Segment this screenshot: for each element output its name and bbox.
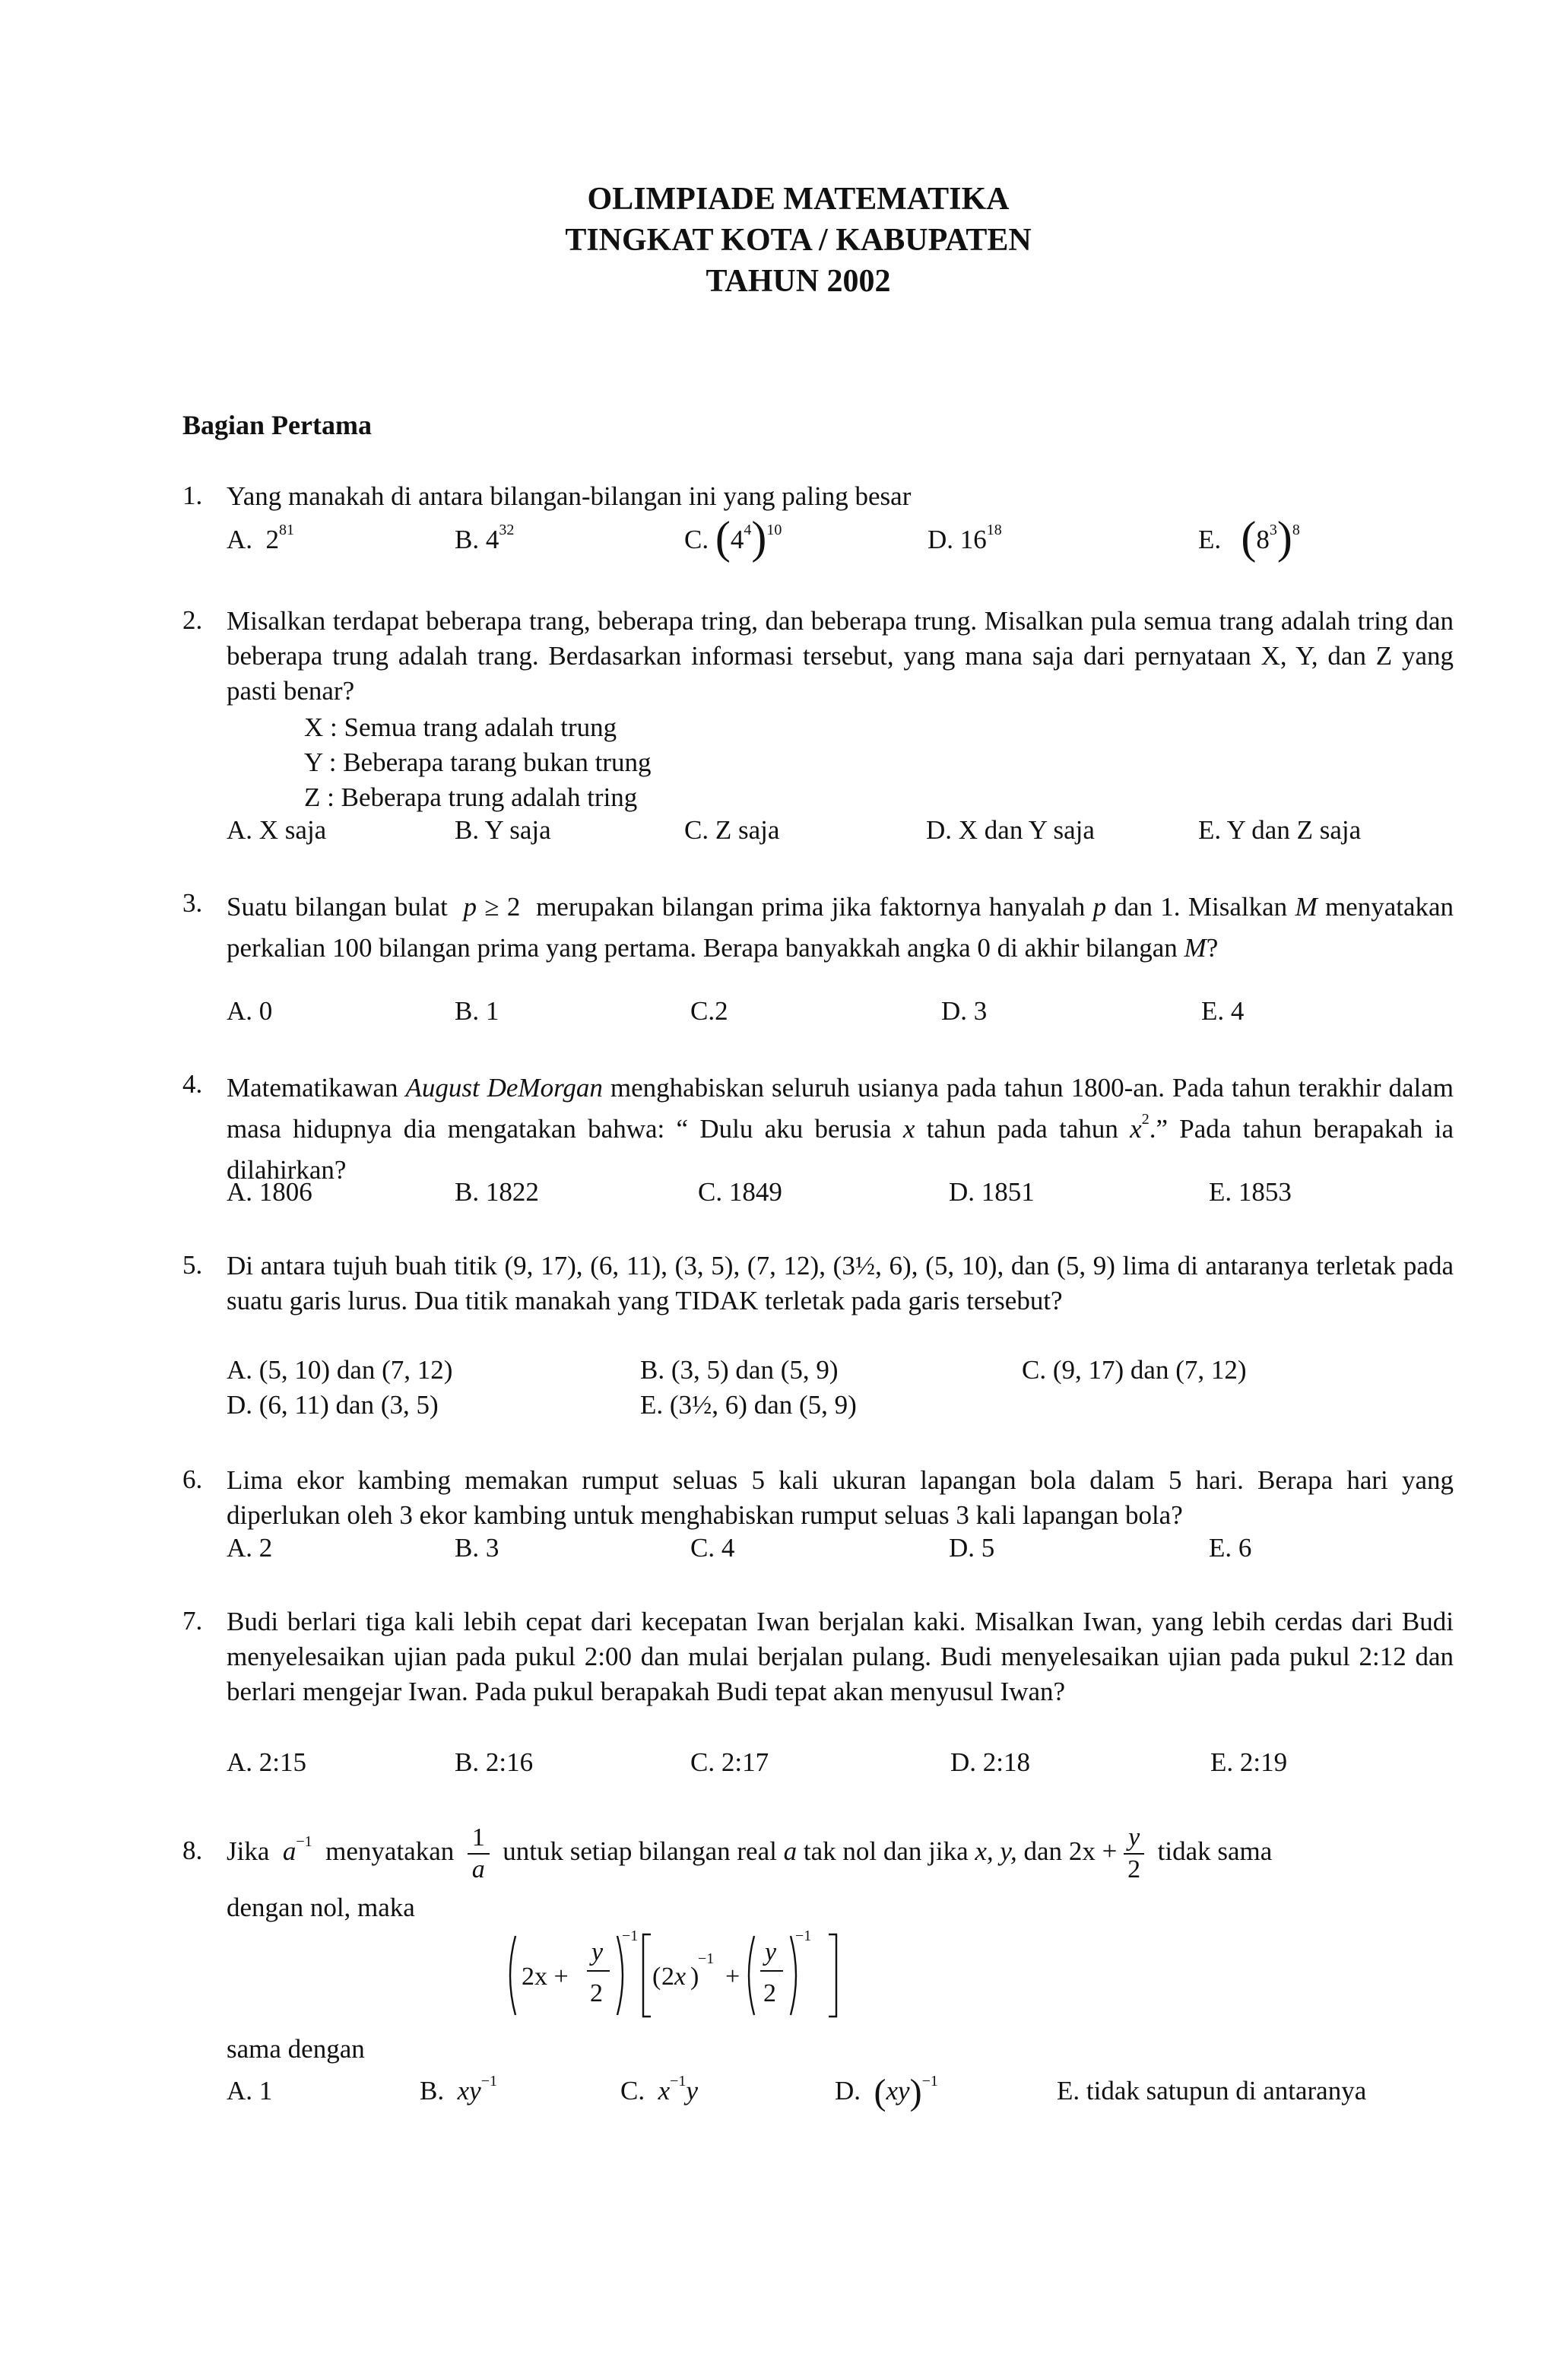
q1-d-label: D. xyxy=(928,525,954,554)
q8-text-3: untuk setiap bilangan real xyxy=(503,1836,777,1866)
q2-option-c: C. Z saja xyxy=(684,815,780,845)
q8-vars: x, y, xyxy=(975,1836,1017,1866)
q1-a-base: 2 xyxy=(265,525,280,554)
q4-text-1: Matematikawan xyxy=(227,1073,398,1103)
q1-d-base: 16 xyxy=(959,525,987,554)
q3-var-m-2: M xyxy=(1184,933,1207,963)
q3-option-e: E. 4 xyxy=(1201,996,1245,1026)
q6-option-a: A. 2 xyxy=(227,1533,273,1563)
q8-fraction-1-over-a xyxy=(468,1823,490,1885)
q1-c-base: 4 xyxy=(730,525,744,554)
q8-2x-plus: 2x + xyxy=(1068,1836,1118,1866)
q1-c-exp: 10 xyxy=(766,522,782,538)
q8-line-2: dengan nol, maka xyxy=(227,1893,415,1922)
q8-text-2: menyatakan xyxy=(325,1836,455,1866)
q4-option-c: C. 1849 xyxy=(698,1177,782,1207)
q8-expr-rparen: ) xyxy=(690,1963,699,1991)
q1-c-label: C. xyxy=(684,525,709,554)
q2-statement-y: Y : Beberapa tarang bukan trung xyxy=(304,747,652,777)
q1-b-exp: 32 xyxy=(499,522,515,538)
q6-option-c: C. 4 xyxy=(690,1533,735,1563)
q3-number: 3. xyxy=(182,888,203,918)
q2-option-d: D. X dan Y saja xyxy=(926,815,1095,845)
q3-text-2: merupakan bilangan prima jika faktornya hanyalah xyxy=(536,892,1086,922)
q4-number: 4. xyxy=(182,1069,203,1099)
q8-c-x: x xyxy=(658,2076,671,2106)
q8-expr-2x-inner: 2x xyxy=(661,1963,687,1991)
q8-option-a: A. 1 xyxy=(227,2076,273,2106)
q5-number: 5. xyxy=(182,1250,203,1280)
q5-option-d: D. (6, 11) dan (3, 5) xyxy=(227,1390,439,1420)
svg-text:2x + xyxy=(522,1963,569,1991)
q8-expr-lparen: ( xyxy=(652,1963,661,1991)
q8-number: 8. xyxy=(182,1836,203,1865)
q8-b-label: B. xyxy=(420,2076,445,2106)
q1-option-c: C. $(4^4)^{10}$ xyxy=(684,512,782,563)
q3-text-4: menyatakan perkalian 100 bilangan prima yang pertama. Berapa banyakkah angka 0 di akhir bilangan xyxy=(227,892,1454,963)
q1-c-exp-inner: 4 xyxy=(744,522,752,538)
q7-number: 7. xyxy=(182,1606,203,1636)
q3-var-p-2: p xyxy=(1092,892,1107,922)
q8-option-d: D. (xy)$^{-1}$ xyxy=(835,2072,938,2112)
q8-d-exp: −1 xyxy=(921,2073,938,2090)
q8-c-label: C. xyxy=(620,2076,645,2106)
q8-text-4: tak nol dan jika xyxy=(803,1836,969,1866)
q3-option-a: A. 0 xyxy=(227,996,273,1026)
q8-expr-plus: + xyxy=(725,1963,740,1991)
title-line-2: TINGKAT KOTA / KABUPATEN xyxy=(565,223,1032,258)
q8-c-y: y xyxy=(686,2076,698,2106)
q1-a-exp: 81 xyxy=(279,522,295,538)
q8-b-expr: xy xyxy=(457,2076,481,2106)
q8-frac-y: y xyxy=(1124,1823,1144,1855)
q7-option-e: E. 2:19 xyxy=(1210,1747,1288,1777)
q1-text: Yang manakah di antara bilangan-bilangan ini yang paling besar xyxy=(227,481,912,511)
q7-text: Budi berlari tiga kali lebih cepat dari kecepatan Iwan berjalan kaki. Misalkan Iwan, yang lebih cerdas dari Budi menyelesaikan ujian pada pukul 2:00 dan mulai berjalan pulang. Budi menyelesaikan ujian pada pukul 2:12 dan berlari mengejar Iwan. Pada pukul berapakah Budi tepat akan menyusul Iwan? xyxy=(227,1607,1454,1706)
q2-number: 2. xyxy=(182,605,203,635)
q6-option-d: D. 5 xyxy=(949,1533,995,1563)
q8-var-a-2: a xyxy=(783,1836,798,1866)
q7-option-a: A. 2:15 xyxy=(227,1747,306,1777)
q1-option-b xyxy=(455,522,515,555)
q6-option-e: E. 6 xyxy=(1209,1533,1252,1563)
q4-exp: 2 xyxy=(1141,1111,1150,1128)
q8-d-label: D. xyxy=(835,2076,861,2106)
q4-var-x: x xyxy=(902,1114,915,1144)
q2-option-b: B. Y saja xyxy=(455,815,551,845)
q7-option-d: D. 2:18 xyxy=(950,1747,1030,1777)
q8-expr-y-2: y xyxy=(765,1938,777,1966)
q8-d-expr: xy xyxy=(886,2076,910,2106)
q3-var-m: M xyxy=(1295,892,1318,922)
q1-d-exp: 18 xyxy=(986,522,1002,538)
q1-a-label: A. xyxy=(227,525,253,554)
q8-c-exp: −1 xyxy=(670,2073,687,2090)
q5-option-c: C. (9, 17) dan (7, 12) xyxy=(1022,1355,1247,1385)
q5-option-e: E. (3½, 6) dan (5, 9) xyxy=(640,1390,857,1420)
q2-text: Misalkan terdapat beberapa trang, beberapa tring, dan beberapa trung. Misalkan pula semua trang adalah tring dan beberapa trung adalah trang. Berdasarkan informasi tersebut, yang mana saja dari pernyataan X, Y, dan Z yang pasti benar? xyxy=(227,606,1454,706)
q4-option-e: E. 1853 xyxy=(1209,1177,1292,1207)
q6-number: 6. xyxy=(182,1464,203,1494)
q3-text-3: dan 1. Misalkan xyxy=(1114,892,1288,922)
q8-fraction-y-over-2 xyxy=(1124,1823,1144,1885)
q8-text-6: tidak sama xyxy=(1157,1836,1273,1866)
q8-expr-y: y xyxy=(591,1938,604,1966)
q8-line-1 xyxy=(227,1817,1272,1886)
q1-b-label: B. xyxy=(455,525,480,554)
q8-option-e: E. tidak satupun di antaranya xyxy=(1057,2076,1367,2106)
q2-statement-z: Z : Beberapa trung adalah tring xyxy=(304,782,638,812)
q8-expr-neg1-a: −1 xyxy=(622,1928,639,1944)
q1-e-label: E. xyxy=(1198,525,1222,554)
q3-text-1: Suatu bilangan bulat xyxy=(227,892,448,922)
q8-expression xyxy=(502,1922,859,2036)
q8-frac-2: 2 xyxy=(1127,1855,1141,1883)
title-line-1: OLIMPIADE MATEMATIKA xyxy=(587,182,1010,217)
title-line-3: TAHUN 2002 xyxy=(706,264,891,299)
q8-frac-num: 1 xyxy=(468,1823,490,1855)
q4-option-d: D. 1851 xyxy=(949,1177,1035,1207)
q4-var-x-2: x xyxy=(1130,1114,1142,1144)
q4-text xyxy=(227,1068,1454,1191)
q6-text: Lima ekor kambing memakan rumput seluas 5 kali ukuran lapangan bola dalam 5 hari. Berapa hari yang diperlukan oleh 3 ekor kambing untuk menghabiskan rumput seluas 3 kali lapangan bola? xyxy=(227,1465,1454,1530)
q8-neg1: −1 xyxy=(296,1833,312,1850)
section-heading: Bagian Pertama xyxy=(182,410,372,440)
q3-option-b: B. 1 xyxy=(455,996,499,1026)
q3-text xyxy=(227,887,1454,969)
q8-expr-2x: 2x + xyxy=(522,1963,569,1991)
q3-option-d: D. 3 xyxy=(941,996,988,1026)
q3-option-c: C.2 xyxy=(690,996,728,1026)
q8-expr-2-b: 2 xyxy=(763,1979,776,2007)
q1-option-e: E. $(8^3)^8$ xyxy=(1198,512,1300,563)
q1-b-base: 4 xyxy=(485,525,499,554)
q2-option-e: E. Y dan Z saja xyxy=(1198,815,1362,845)
q5-text: Di antara tujuh buah titik (9, 17), (6, 11), (3, 5), (7, 12), (3½, 6), (5, 10), dan (5, 9) lima di antaranya terletak pada suatu garis lurus. Dua titik manakah yang TIDAK terletak pada garis tersebut? xyxy=(227,1251,1454,1315)
q4-option-b: B. 1822 xyxy=(455,1177,539,1207)
q2-option-a: A. X saja xyxy=(227,815,327,845)
q8-frac-den: a xyxy=(471,1855,485,1883)
q7-option-c: C. 2:17 xyxy=(690,1747,769,1777)
q4-text-3: tahun pada tahun xyxy=(926,1114,1118,1144)
q7-option-b: B. 2:16 xyxy=(455,1747,534,1777)
q4-name: August DeMorgan xyxy=(405,1073,603,1103)
q1-option-d xyxy=(928,522,1002,555)
q3-text-5: ? xyxy=(1206,933,1219,963)
q6-option-b: B. 3 xyxy=(455,1533,499,1563)
q8-option-b xyxy=(420,2073,497,2106)
q5-option-b: B. (3, 5) dan (5, 9) xyxy=(640,1355,839,1385)
q1-number: 1. xyxy=(182,481,203,510)
q4-text-4: .” Pada tahun berapakah ia dilahirkan? xyxy=(227,1114,1454,1185)
q5-option-a: A. (5, 10) dan (7, 12) xyxy=(227,1355,453,1385)
q1-e-base: 8 xyxy=(1256,525,1270,554)
q3-ge2: ≥ 2 xyxy=(484,892,521,922)
q8-var-a: a xyxy=(282,1836,296,1866)
q2-statement-x: X : Semua trang adalah trung xyxy=(304,712,617,742)
q8-text-1: Jika xyxy=(227,1836,270,1866)
q8-expr-neg1-b: −1 xyxy=(698,1950,715,1967)
q1-e-exp: 8 xyxy=(1292,522,1300,538)
q8-b-exp: −1 xyxy=(480,2073,497,2090)
q3-var-p: p xyxy=(463,892,477,922)
q8-expr-neg1-c: −1 xyxy=(795,1928,812,1944)
q8-text-5: dan xyxy=(1023,1836,1063,1866)
q8-option-c xyxy=(620,2073,698,2106)
q4-text-2: menghabiskan seluruh usianya pada tahun 1800-an. Pada tahun terakhir dalam masa hidupnya dia mengatakan bahwa: “ Dulu aku berusia xyxy=(227,1073,1454,1144)
q4-option-a: A. 1806 xyxy=(227,1177,312,1207)
q1-e-exp-inner: 3 xyxy=(1269,522,1277,538)
q1-option-a xyxy=(227,522,295,555)
q8-expr-2: 2 xyxy=(590,1979,603,2007)
q8-line-3: sama dengan xyxy=(227,2034,365,2064)
